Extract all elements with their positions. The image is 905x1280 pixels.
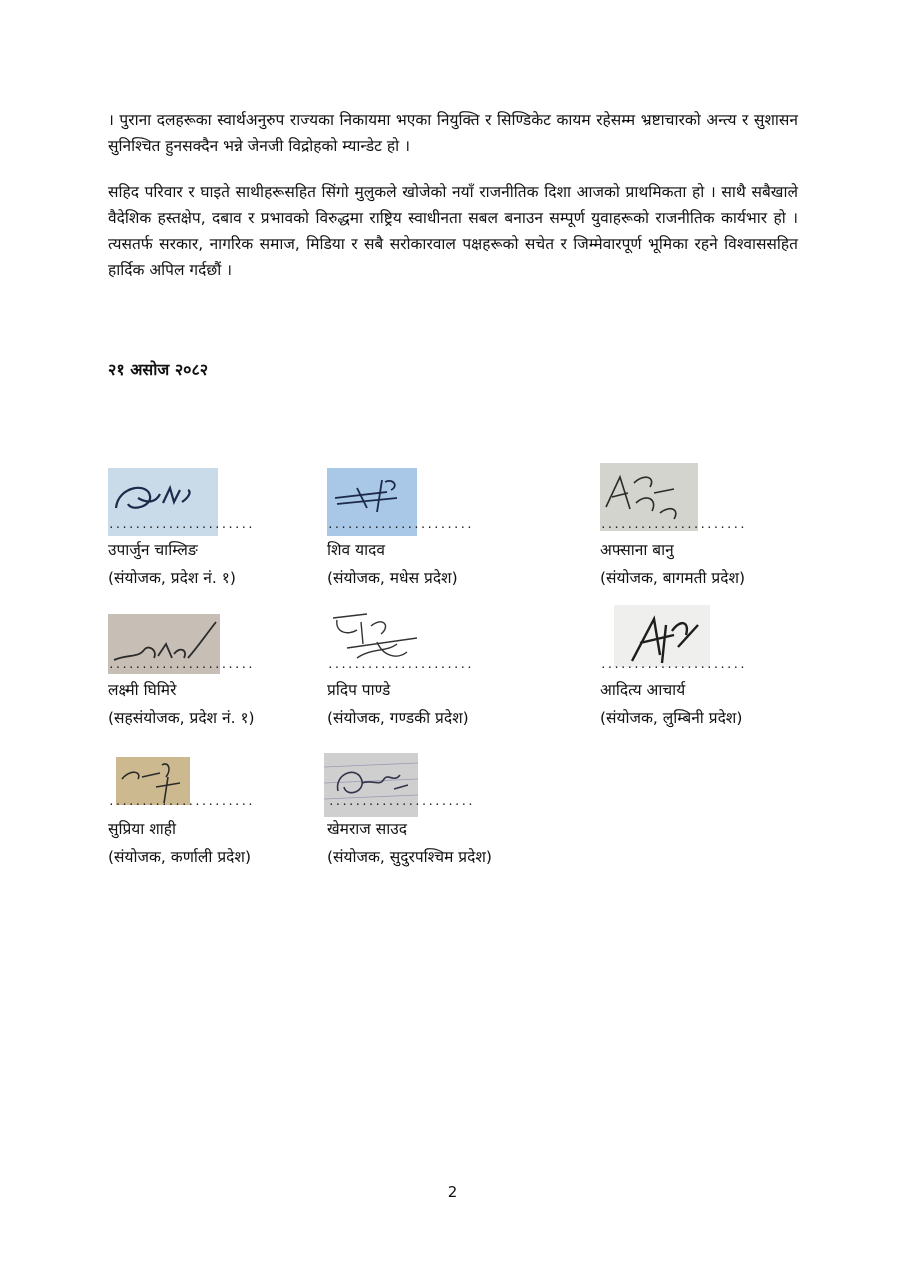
paragraph-2: सहिद परिवार र घाइते साथीहरूसहित सिंगो मुलुकले खोजेको नयाँ राजनीतिक दिशा आजको प्राथमिकता हो । साथै सबैखाले वैदेशिक हस्तक्षेप, दबाव र प्रभावको विरुद्धमा राष्ट्रिय स्वाधीनता सबल बनाउन सम्पूर्ण युवाहरूको राजनीतिक कार्यभार हो । त्यसतर्फ सरकार, नागरिक समाज, मिडिया र सबै सरोकारवाल पक्षहरूको सचेत र जिम्मेवारपूर्ण भूमिका रहने विश्वाससहित हार्दिक अपिल गर्दछौं । <box>108 183 798 279</box>
signature-block <box>600 463 860 593</box>
signer-role: (संयोजक, बागमती प्रदेश) <box>600 569 746 587</box>
signer-role: (संयोजक, लुम्बिनी प्रदेश) <box>600 709 743 727</box>
signer-role: (संयोजक, सुदुरपश्चिम प्रदेश) <box>327 848 492 866</box>
signer-name: सुप्रिया शाही <box>108 820 177 838</box>
document-date: २१ असोज २०८२ <box>108 360 209 379</box>
signature-line: ...................... <box>327 658 473 671</box>
signature-block <box>327 468 587 593</box>
page-number: 2 <box>447 1183 458 1201</box>
signer-role: (संयोजक, गण्डकी प्रदेश) <box>327 709 469 727</box>
signature-line: ...................... <box>600 658 746 671</box>
signature-line: ...................... <box>327 518 473 531</box>
signer-name: प्रदिप पाण्डे <box>327 681 391 699</box>
signature-line: ...................... <box>108 795 254 808</box>
signature-line: ...................... <box>108 518 254 531</box>
signer-role: (संयोजक, कर्णाली प्रदेश) <box>108 848 252 866</box>
signature-block <box>600 605 860 734</box>
signature-line: ...................... <box>108 658 254 671</box>
signer-role: (सहसंयोजक, प्रदेश नं. १) <box>108 709 255 727</box>
signer-name: लक्ष्मी घिमिरे <box>108 681 177 699</box>
signature-block <box>327 608 587 734</box>
signer-name: खेमराज साउद <box>327 820 407 838</box>
paragraph-1: । पुराना दलहरूका स्वार्थअनुरुप राज्यका निकायमा भएका नियुक्ति र सिण्डिकेट कायम रहेसम्म भ्रष्टाचारको अन्त्य र सुशासन सुनिश्चित हुनसक्दैन भन्ने जेनजी विद्रोहको म्यान्डेट हो । <box>108 111 798 155</box>
signer-role: (संयोजक, मधेस प्रदेश) <box>327 569 458 587</box>
signer-name: शिव यादव <box>327 541 385 559</box>
signer-role: (संयोजक, प्रदेश नं. १) <box>108 569 236 587</box>
signer-name: उपार्जुन चाम्लिङ <box>108 541 198 559</box>
signature-line: ...................... <box>600 518 746 531</box>
signature-line: ...................... <box>328 795 474 808</box>
signer-name: अफ्साना बानु <box>600 541 674 559</box>
signature-block <box>324 753 584 874</box>
signer-name: आदित्य आचार्य <box>600 681 686 699</box>
